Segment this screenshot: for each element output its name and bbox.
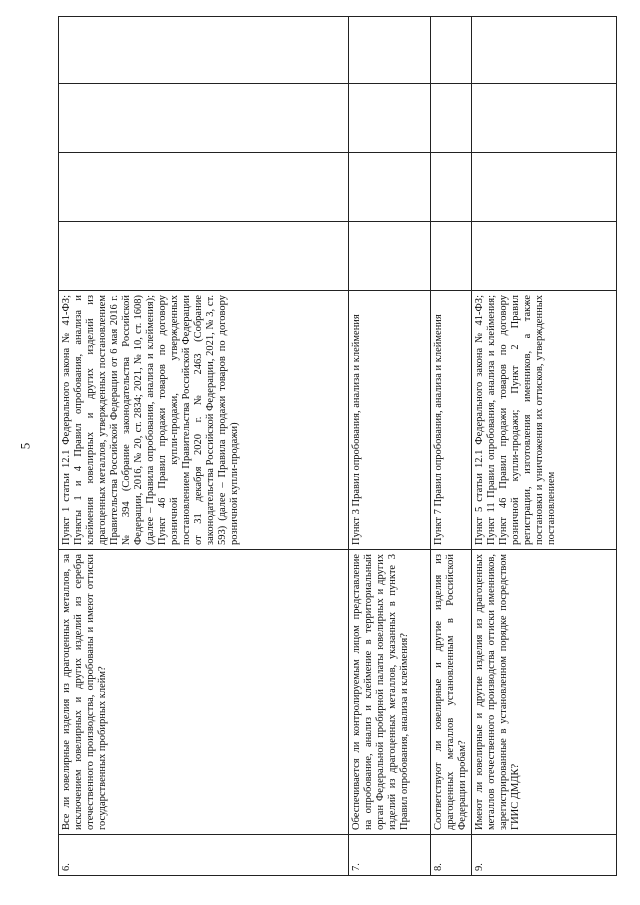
answer-cell	[472, 84, 617, 153]
reference-cell: Пункт 3 Правил опробования, анализа и клеймения	[349, 291, 431, 550]
answer-cell	[349, 84, 431, 153]
question-cell: Соответствуют ли ювелирные и другие изделия из драгоценных металлов установленным в Российской Федерации пробам?	[431, 550, 472, 835]
note-cell	[349, 17, 431, 84]
rotated-table-page	[58, 16, 615, 876]
answer-cell	[431, 222, 472, 291]
page-number: 5	[17, 442, 33, 450]
row-number: 7.	[349, 835, 431, 876]
answer-cell	[349, 153, 431, 222]
answer-cell	[472, 222, 617, 291]
checklist-table	[58, 16, 617, 876]
question-cell: Обеспечивается ли контролируемым лицом представление на опробование, анализ и клеймение в территориальный орган Федеральной пробирной палаты ювелирных и других изделий из драгоценных металлов, указанных в пункте 3 Правил опробования, анализа и клеймения?	[349, 550, 431, 835]
answer-cell	[59, 153, 349, 222]
question-cell: Все ли ювелирные изделия из драгоценных металлов, за исключением ювелирных и других изделий из серебра отечественного производства, опробованы и имеют оттиски государственных пробирных клейм?	[59, 550, 349, 835]
table-row	[59, 17, 349, 876]
table-row	[431, 17, 472, 876]
reference-cell: Пункт 7 Правил опробования, анализа и клеймения	[431, 291, 472, 550]
answer-cell	[431, 153, 472, 222]
answer-cell	[349, 222, 431, 291]
table-row	[472, 17, 617, 876]
answer-cell	[59, 84, 349, 153]
answer-cell	[431, 84, 472, 153]
row-number: 6.	[59, 835, 349, 876]
question-cell: Имеют ли ювелирные и другие изделия из драгоценных металлов отечественного производства оттиски именников, зарегистрированные в установленном порядке посредством ГИИС ДМДК?	[472, 550, 617, 835]
row-number: 8.	[431, 835, 472, 876]
answer-cell	[472, 153, 617, 222]
row-number: 9.	[472, 835, 617, 876]
reference-cell: Пункт 5 статьи 12.1 Федерального закона № 41-ФЗ; Пункт 11 Правил опробования, анализа и клеймения; Пункт 46 Правил продажи товаров по договору розничной купли-продажи; Пункт 2 Правил регистрации, изготовления именников, а также постановки и уничтожения их оттисков, утвержденных постановлением	[472, 291, 617, 550]
table-row	[349, 17, 431, 876]
note-cell	[431, 17, 472, 84]
reference-cell: Пункт 1 статьи 12.1 Федерального закона № 41-ФЗ; Пункты 1 и 4 Правил опробования, анализа и клеймения ювелирных и других изделий из драгоценных металлов, утвержденных постановлением Правительства Российской Федерации от 6 мая 2016 г. № 394 (Собрание законодательства Российской Федерации, 2016, № 20, ст. 2834; 2021, № 10, ст. 1608) (далее – Правила опробования, анализа и клеймения); Пункт 46 Правил продажи товаров по договору розничной купли-продажи, утвержденных постановлением Правительства Российской Федерации от 31 декабря 2020 г. № 2463 (Собрание законодательства Российской Федерации, 2021, № 3, ст. 593) (далее – Правила продажи товаров по договору розничной купли-продажи)	[59, 291, 349, 550]
note-cell	[59, 17, 349, 84]
answer-cell	[59, 222, 349, 291]
note-cell	[472, 17, 617, 84]
